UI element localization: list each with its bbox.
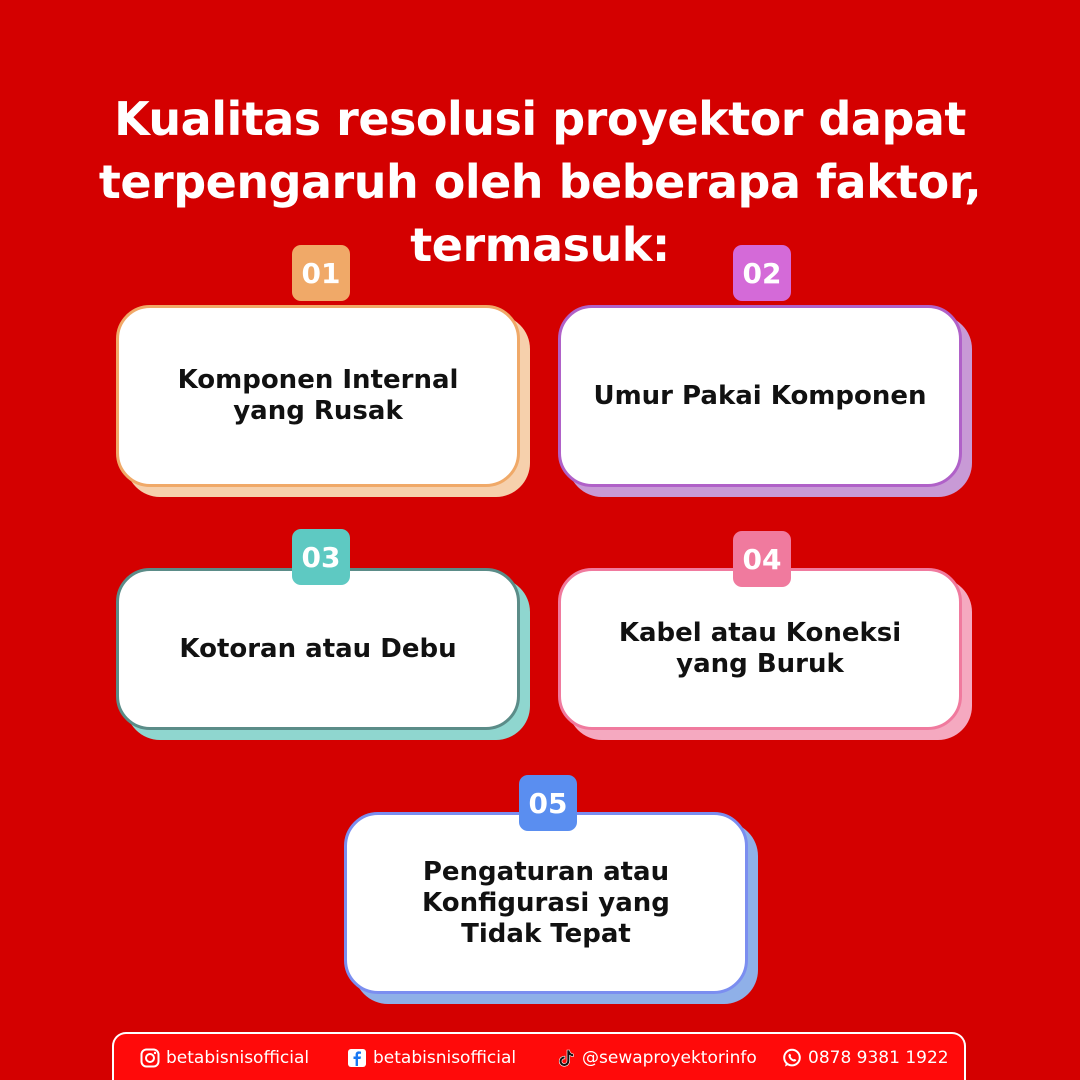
whatsapp-icon <box>782 1048 802 1068</box>
tiktok-icon <box>556 1048 576 1068</box>
number-badge-03: 03 <box>292 529 350 585</box>
factor-card-05 <box>344 812 748 994</box>
page-title: Kualitas resolusi proyektor dapat terpengaruh oleh beberapa faktor, termasuk: <box>98 92 982 272</box>
factor-text-01: Komponen Internal yang Rusak <box>177 365 459 426</box>
facebook-handle: betabisnisofficial <box>373 1048 517 1068</box>
instagram-handle: betabisnisofficial <box>166 1048 310 1068</box>
footer-whatsapp[interactable] <box>782 1048 949 1068</box>
card-body <box>116 568 520 730</box>
card-body <box>558 568 962 730</box>
footer-tiktok[interactable] <box>556 1048 757 1068</box>
footer-instagram[interactable] <box>140 1048 309 1068</box>
factor-text-04: Kabel atau Koneksi yang Buruk <box>618 618 902 679</box>
whatsapp-number: 0878 9381 1922 <box>808 1048 949 1068</box>
number-badge-02: 02 <box>733 245 791 301</box>
factor-text-03: Kotoran atau Debu <box>179 633 457 664</box>
factor-text-05: Pengaturan atau Konfigurasi yang Tidak Tepat <box>422 856 670 949</box>
factor-card-01 <box>116 305 520 487</box>
factor-text-02: Umur Pakai Komponen <box>593 380 927 411</box>
card-body <box>558 305 962 487</box>
footer-facebook[interactable] <box>347 1048 516 1068</box>
factor-card-04 <box>558 568 962 730</box>
number-badge-05: 05 <box>519 775 577 831</box>
facebook-icon <box>347 1048 367 1068</box>
factor-card-03 <box>116 568 520 730</box>
number-badge-04: 04 <box>733 531 791 587</box>
factor-card-02 <box>558 305 962 487</box>
number-badge-01: 01 <box>292 245 350 301</box>
tiktok-handle: @sewaproyektorinfo <box>582 1048 757 1068</box>
card-body <box>344 812 748 994</box>
instagram-icon <box>140 1048 160 1068</box>
social-footer <box>112 1032 966 1080</box>
card-body <box>116 305 520 487</box>
